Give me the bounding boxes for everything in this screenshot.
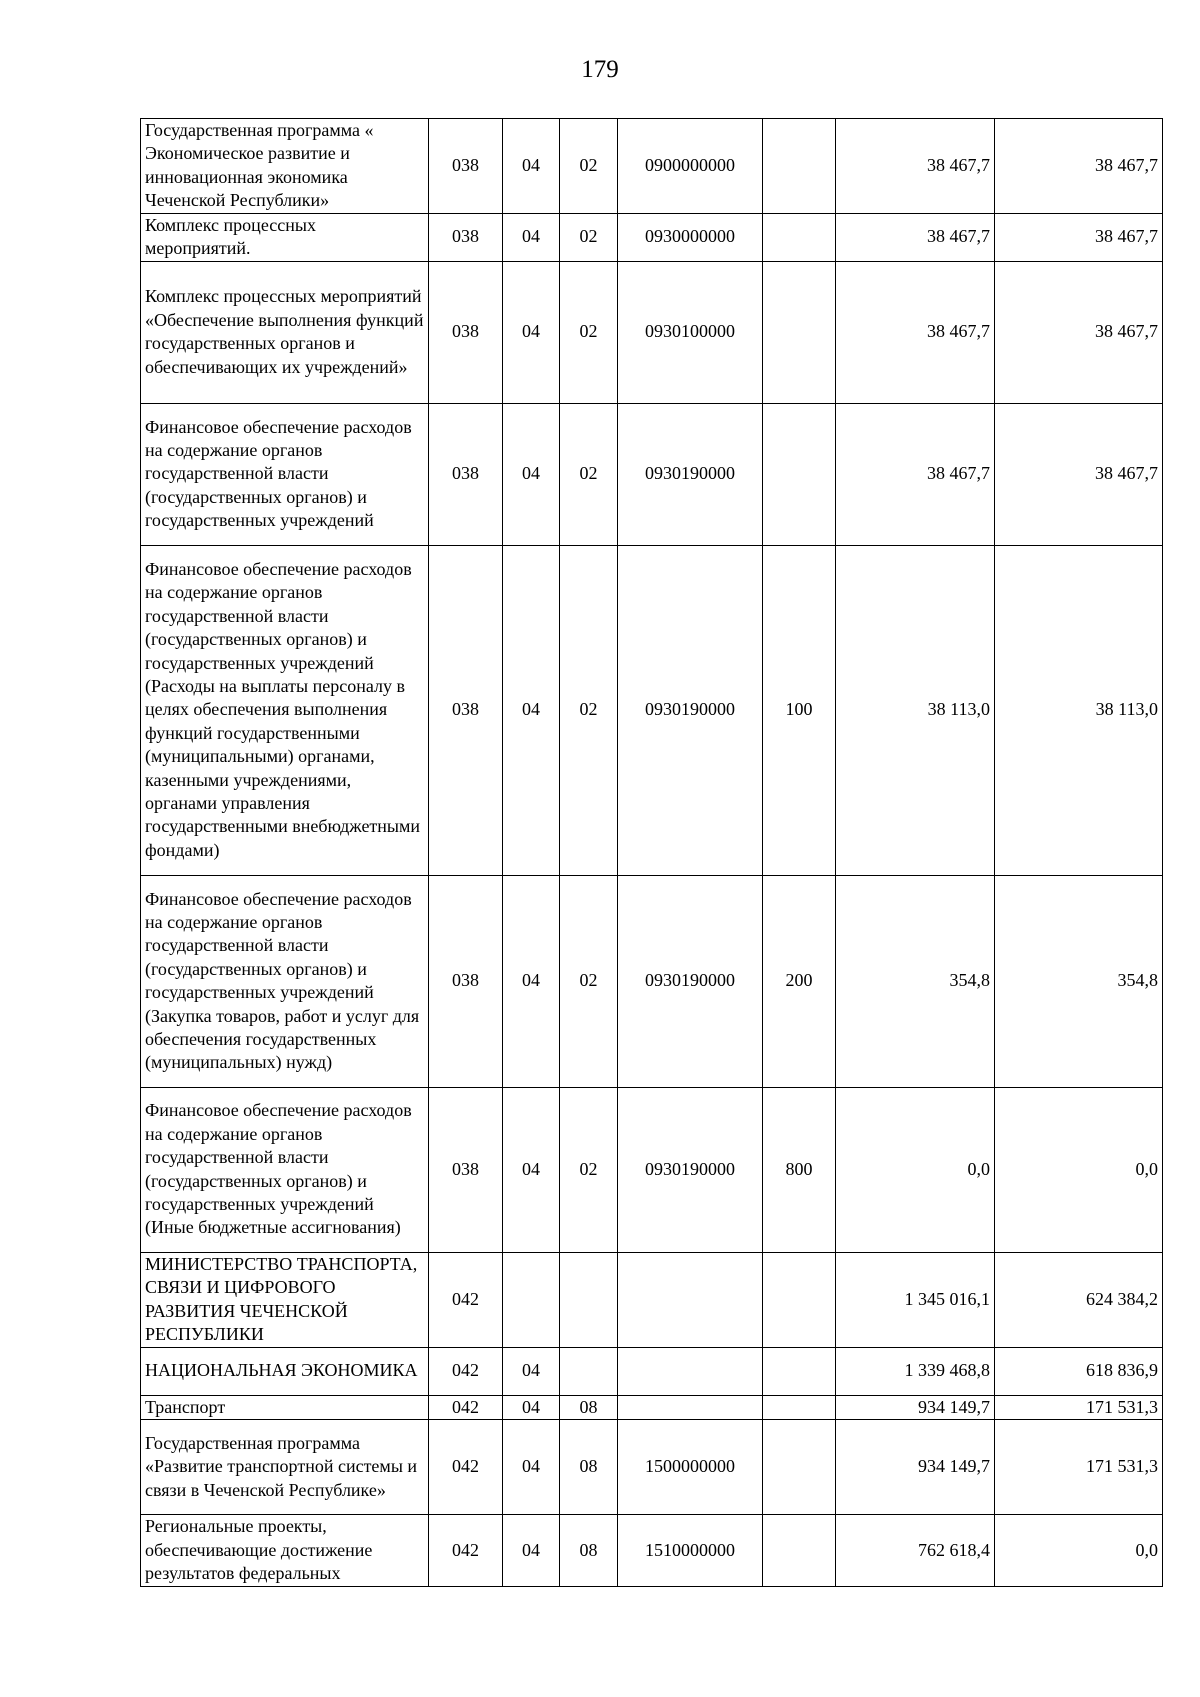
sum-year-1: 0,0: [836, 1087, 995, 1252]
rz-code: 04: [503, 875, 560, 1087]
table-row: [141, 1087, 1163, 1252]
table-row: [141, 119, 1163, 214]
rz-code: 04: [503, 119, 560, 214]
pr-code: 08: [560, 1395, 618, 1419]
pr-code: 02: [560, 261, 618, 403]
vr-code: [763, 119, 836, 214]
table-row: [141, 545, 1163, 875]
vr-code: [763, 261, 836, 403]
vr-code: [763, 1252, 836, 1347]
ved-code: 038: [429, 213, 503, 261]
sum-year-2: 38 467,7: [995, 213, 1163, 261]
rz-code: 04: [503, 545, 560, 875]
row-name: Финансовое обеспечение расходов на содержание органов государственной власти (государственных органов) и государственных учреждений: [141, 403, 429, 545]
sum-year-1: 934 149,7: [836, 1395, 995, 1419]
sum-year-2: 354,8: [995, 875, 1163, 1087]
csr-code: [618, 1347, 763, 1395]
csr-code: [618, 1252, 763, 1347]
rz-code: 04: [503, 1420, 560, 1515]
csr-code: 1510000000: [618, 1515, 763, 1587]
ved-code: 042: [429, 1395, 503, 1419]
vr-code: [763, 1395, 836, 1419]
row-name: Финансовое обеспечение расходов на содержание органов государственной власти (государственных органов) и государственных учреждений (Закупка товаров, работ и услуг для обеспечения государственных (муниципальных) нужд): [141, 875, 429, 1087]
csr-code: 0930190000: [618, 545, 763, 875]
vr-code: 800: [763, 1087, 836, 1252]
row-name: НАЦИОНАЛЬНАЯ ЭКОНОМИКА: [141, 1347, 429, 1395]
row-name: Комплекс процессных мероприятий «Обеспечение выполнения функций государственных органов и обеспечивающих их учреждений»: [141, 261, 429, 403]
table-row: [141, 875, 1163, 1087]
ved-code: 038: [429, 1087, 503, 1252]
csr-code: 0930190000: [618, 875, 763, 1087]
ved-code: 042: [429, 1515, 503, 1587]
sum-year-2: 38 113,0: [995, 545, 1163, 875]
ved-code: 042: [429, 1252, 503, 1347]
rz-code: 04: [503, 1515, 560, 1587]
sum-year-1: 38 113,0: [836, 545, 995, 875]
rz-code: [503, 1252, 560, 1347]
pr-code: 02: [560, 213, 618, 261]
ved-code: 038: [429, 119, 503, 214]
pr-code: 08: [560, 1420, 618, 1515]
sum-year-1: 934 149,7: [836, 1420, 995, 1515]
csr-code: 0900000000: [618, 119, 763, 214]
sum-year-2: 0,0: [995, 1087, 1163, 1252]
ved-code: 038: [429, 875, 503, 1087]
sum-year-1: 354,8: [836, 875, 995, 1087]
sum-year-1: 38 467,7: [836, 403, 995, 545]
vr-code: [763, 1420, 836, 1515]
vr-code: [763, 403, 836, 545]
csr-code: 0930190000: [618, 403, 763, 545]
rz-code: 04: [503, 1347, 560, 1395]
csr-code: 0930000000: [618, 213, 763, 261]
pr-code: [560, 1252, 618, 1347]
ved-code: 038: [429, 261, 503, 403]
sum-year-2: 38 467,7: [995, 119, 1163, 214]
sum-year-1: 38 467,7: [836, 261, 995, 403]
row-name: Финансовое обеспечение расходов на содержание органов государственной власти (государственных органов) и государственных учреждений (Расходы на выплаты персоналу в целях обеспечения выполнения функций государственными (муниципальными) органами, казенными учреждениями, органами управления государственными внебюджетными фондами): [141, 545, 429, 875]
table-row: [141, 1347, 1163, 1395]
row-name: Транспорт: [141, 1395, 429, 1419]
row-name: Комплекс процессных мероприятий.: [141, 213, 429, 261]
table-row: [141, 1420, 1163, 1515]
rz-code: 04: [503, 1395, 560, 1419]
row-name: Региональные проекты, обеспечивающие достижение результатов федеральных: [141, 1515, 429, 1587]
rz-code: 04: [503, 403, 560, 545]
rz-code: 04: [503, 1087, 560, 1252]
rz-code: 04: [503, 213, 560, 261]
sum-year-2: 171 531,3: [995, 1395, 1163, 1419]
table-row: [141, 1515, 1163, 1587]
table-row: [141, 1252, 1163, 1347]
sum-year-2: 38 467,7: [995, 261, 1163, 403]
table-row: [141, 213, 1163, 261]
budget-table: [140, 118, 1163, 1587]
ved-code: 038: [429, 545, 503, 875]
sum-year-2: 618 836,9: [995, 1347, 1163, 1395]
row-name: МИНИСТЕРСТВО ТРАНСПОРТА, СВЯЗИ И ЦИФРОВОГО РАЗВИТИЯ ЧЕЧЕНСКОЙ РЕСПУБЛИКИ: [141, 1252, 429, 1347]
sum-year-1: 1 345 016,1: [836, 1252, 995, 1347]
sum-year-1: 762 618,4: [836, 1515, 995, 1587]
ved-code: 038: [429, 403, 503, 545]
sum-year-1: 38 467,7: [836, 213, 995, 261]
sum-year-1: 38 467,7: [836, 119, 995, 214]
page-number: 179: [581, 56, 619, 83]
pr-code: 08: [560, 1515, 618, 1587]
pr-code: [560, 1347, 618, 1395]
csr-code: 0930190000: [618, 1087, 763, 1252]
vr-code: 100: [763, 545, 836, 875]
table-row: [141, 403, 1163, 545]
pr-code: 02: [560, 403, 618, 545]
table-row: [141, 261, 1163, 403]
vr-code: [763, 1347, 836, 1395]
vr-code: 200: [763, 875, 836, 1087]
row-name: Государственная программа « Экономическое развитие и инновационная экономика Чеченской Республики»: [141, 119, 429, 214]
table-row: [141, 1395, 1163, 1419]
csr-code: 1500000000: [618, 1420, 763, 1515]
ved-code: 042: [429, 1347, 503, 1395]
sum-year-2: 171 531,3: [995, 1420, 1163, 1515]
pr-code: 02: [560, 875, 618, 1087]
csr-code: 0930100000: [618, 261, 763, 403]
pr-code: 02: [560, 119, 618, 214]
sum-year-1: 1 339 468,8: [836, 1347, 995, 1395]
ved-code: 042: [429, 1420, 503, 1515]
row-name: Финансовое обеспечение расходов на содержание органов государственной власти (государственных органов) и государственных учреждений (Иные бюджетные ассигнования): [141, 1087, 429, 1252]
row-name: Государственная программа «Развитие транспортной системы и связи в Чеченской Республике»: [141, 1420, 429, 1515]
csr-code: [618, 1395, 763, 1419]
sum-year-2: 0,0: [995, 1515, 1163, 1587]
vr-code: [763, 1515, 836, 1587]
pr-code: 02: [560, 1087, 618, 1252]
sum-year-2: 38 467,7: [995, 403, 1163, 545]
sum-year-2: 624 384,2: [995, 1252, 1163, 1347]
pr-code: 02: [560, 545, 618, 875]
rz-code: 04: [503, 261, 560, 403]
vr-code: [763, 213, 836, 261]
